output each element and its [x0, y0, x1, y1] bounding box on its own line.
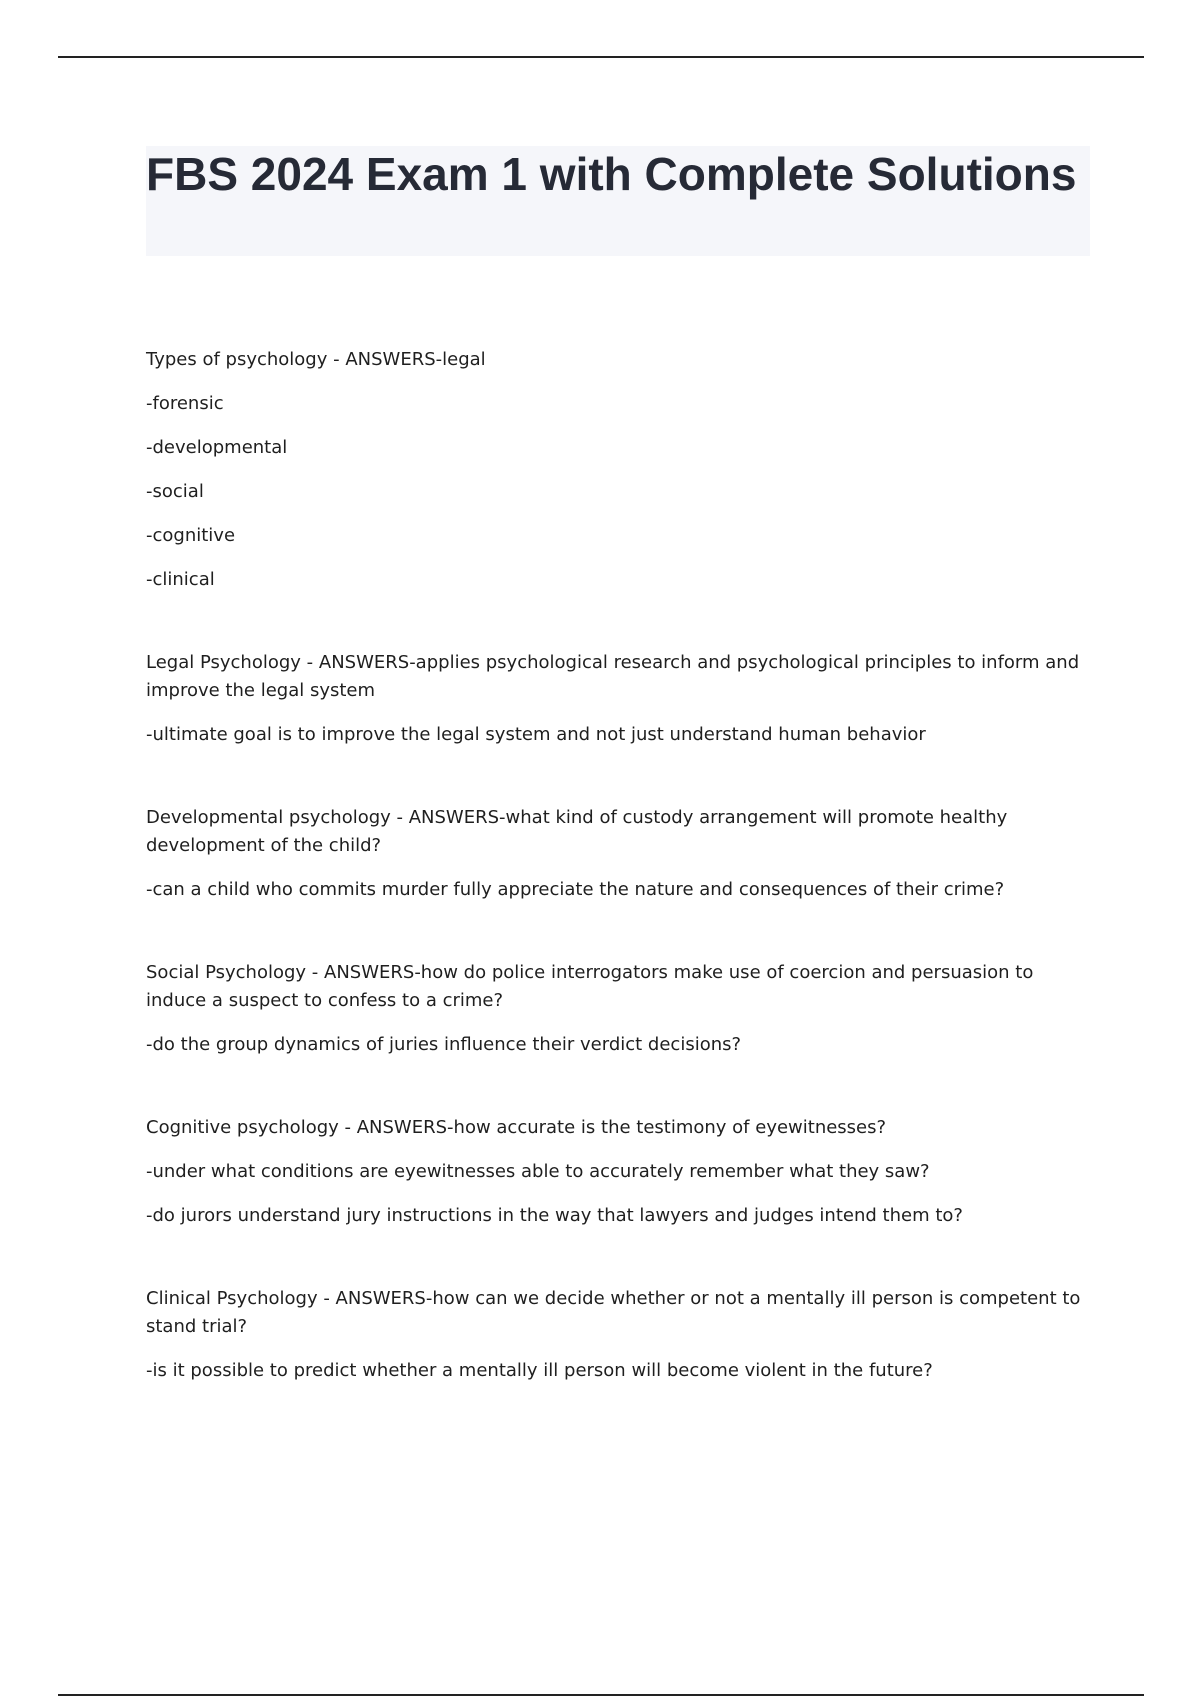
qa-item	[146, 959, 1096, 1059]
qa-item	[146, 804, 1096, 904]
qa-question: Types of psychology - ANSWERS-legal	[146, 349, 486, 370]
qa-answer-line: -do the group dynamics of juries influence their verdict decisions?	[146, 1034, 742, 1055]
qa-item	[146, 346, 1096, 594]
top-rule	[58, 56, 1144, 58]
qa-answer-line: -forensic	[146, 393, 224, 414]
qa-item	[146, 1285, 1096, 1385]
qa-answer-line: -developmental	[146, 437, 288, 458]
qa-answer-line: -do jurors understand jury instructions in the way that lawyers and judges intend them to?	[146, 1205, 963, 1226]
document-body	[146, 346, 1096, 1440]
qa-answer-line: -cognitive	[146, 525, 236, 546]
bottom-rule	[58, 1694, 1144, 1696]
qa-answer-line: -is it possible to predict whether a mentally ill person will become violent in the future?	[146, 1360, 933, 1381]
qa-answer-line: -under what conditions are eyewitnesses able to accurately remember what they saw?	[146, 1161, 930, 1182]
qa-answer-line: -can a child who commits murder fully appreciate the nature and consequences of their crime?	[146, 879, 1005, 900]
title-block	[146, 146, 1090, 256]
qa-item	[146, 649, 1096, 749]
qa-question: Social Psychology - ANSWERS-how do police interrogators make use of coercion and persuasion to induce a suspect to confess to a crime?	[146, 962, 1034, 1011]
qa-answer-line: -ultimate goal is to improve the legal system and not just understand human behavior	[146, 724, 926, 745]
qa-item	[146, 1114, 1096, 1230]
qa-answer-line: -clinical	[146, 569, 215, 590]
qa-question: Cognitive psychology - ANSWERS-how accurate is the testimony of eyewitnesses?	[146, 1117, 887, 1138]
qa-question: Legal Psychology - ANSWERS-applies psychological research and psychological principles to inform and improve the legal system	[146, 652, 1080, 701]
document-title: FBS 2024 Exam 1 with Complete Solutions	[146, 148, 1077, 200]
qa-question: Clinical Psychology - ANSWERS-how can we decide whether or not a mentally ill person is competent to stand trial?	[146, 1288, 1081, 1337]
qa-question: Developmental psychology - ANSWERS-what kind of custody arrangement will promote healthy development of the child?	[146, 807, 1008, 856]
qa-answer-line: -social	[146, 481, 204, 502]
